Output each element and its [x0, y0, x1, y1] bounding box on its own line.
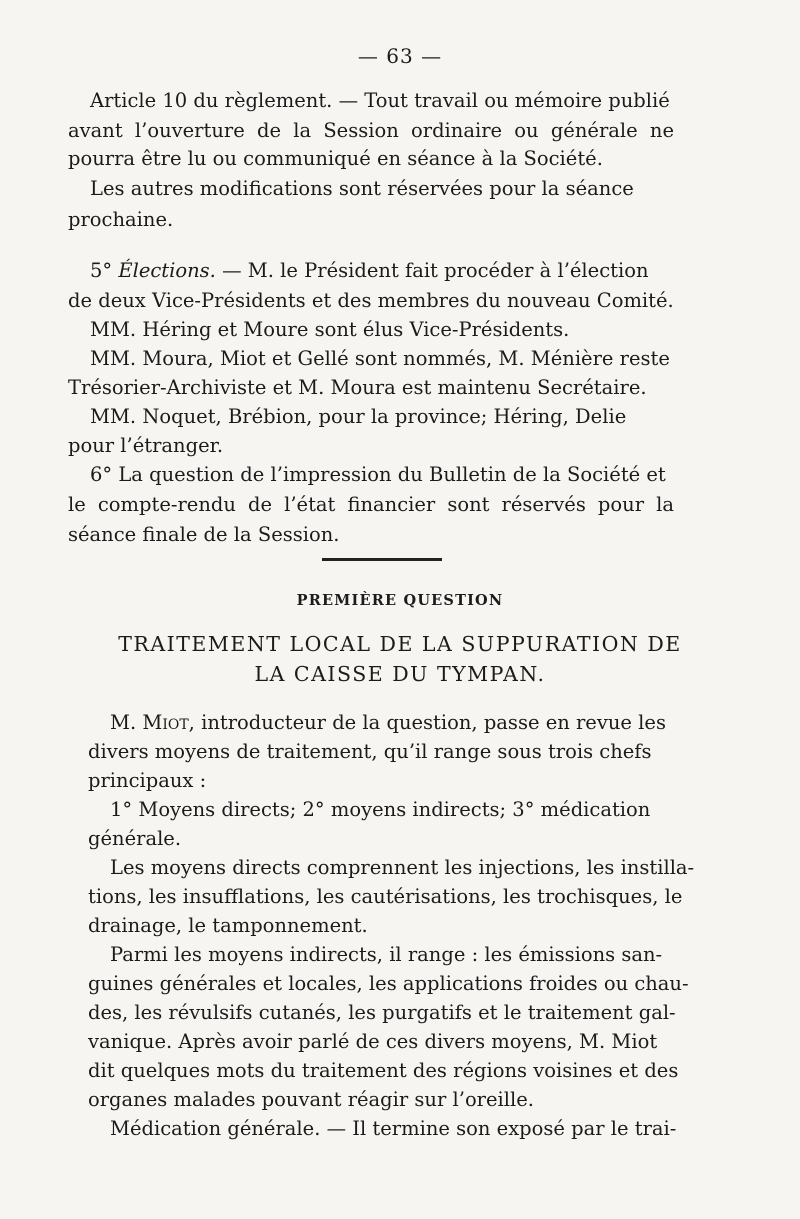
text-line: avant l’ouverture de la Session ordinaire ou générale ne [68, 119, 674, 142]
text-line: séance finale de la Session. [68, 523, 340, 546]
text-line: Les moyens directs comprennent les injections, les instilla- [110, 856, 695, 879]
text-line: MM. Moura, Miot et Gellé sont nommés, M. Ménière reste [90, 347, 670, 370]
page-number: — 63 — [357, 44, 443, 68]
text-line: Les autres modifications sont réservées pour la séance [90, 177, 634, 200]
text-line: vanique. Après avoir parlé de ces divers moyens, M. Miot [88, 1030, 658, 1053]
text-line: dit quelques mots du traitement des régions voisines et des [88, 1059, 679, 1082]
text-line: divers moyens de traitement, qu’il range sous trois chefs [88, 740, 652, 763]
text-line: Article 10 du règlement. — Tout travail ou mémoire publié [90, 89, 670, 112]
text-line: principaux : [88, 769, 207, 792]
section-heading: PREMIÈRE QUESTION [296, 592, 504, 609]
text-line: des, les révulsifs cutanés, les purgatifs et le traitement gal- [88, 1001, 676, 1024]
author-name: M. Miot, [110, 711, 195, 734]
text-line: 6° La question de l’impression du Bulletin de la Société et [90, 463, 666, 486]
text-line: générale. [88, 827, 182, 850]
elections-label: Élections. [118, 259, 216, 282]
text-line: le compte-rendu de l’état financier sont réservés pour la [68, 493, 674, 516]
text-line: MM. Héring et Moure sont élus Vice-Présidents. [90, 318, 570, 341]
text-line: pourra être lu ou communiqué en séance à la Société. [68, 147, 603, 170]
text-line: Médication générale. — Il termine son exposé par le trai- [110, 1117, 677, 1140]
elections-first-line [90, 258, 649, 284]
item-number: 5° [90, 259, 113, 282]
text-line: Trésorier-Archiviste et M. Moura est maintenu Secrétaire. [68, 376, 647, 399]
text-span: introducteur de la question, passe en revue les [201, 711, 666, 734]
text-line: pour l’étranger. [68, 434, 224, 457]
text-line: de deux Vice-Présidents et des membres du nouveau Comité. [68, 289, 674, 312]
text-line: prochaine. [68, 208, 174, 231]
text-line: Parmi les moyens indirects, il range : les émissions san- [110, 943, 663, 966]
text-line: guines générales et locales, les applications froides ou chau- [88, 972, 689, 995]
text-line: MM. Noquet, Brébion, pour la province; Héring, Delie [90, 405, 627, 428]
text-line: tions, les insufflations, les cautérisations, les trochisques, le [88, 885, 683, 908]
text-line: organes malades pouvant réagir sur l’oreille. [88, 1088, 534, 1111]
section-divider [322, 558, 442, 561]
text-span: — M. le Président fait procéder à l’élection [222, 259, 649, 282]
title-line-2: LA CAISSE DU TYMPAN. [254, 662, 546, 686]
text-line: drainage, le tamponnement. [88, 914, 368, 937]
text-line: 1° Moyens directs; 2° moyens indirects; 3° médication [110, 798, 651, 821]
body-first-line [110, 710, 666, 736]
title-line-1: TRAITEMENT LOCAL DE LA SUPPURATION DE [118, 632, 682, 656]
